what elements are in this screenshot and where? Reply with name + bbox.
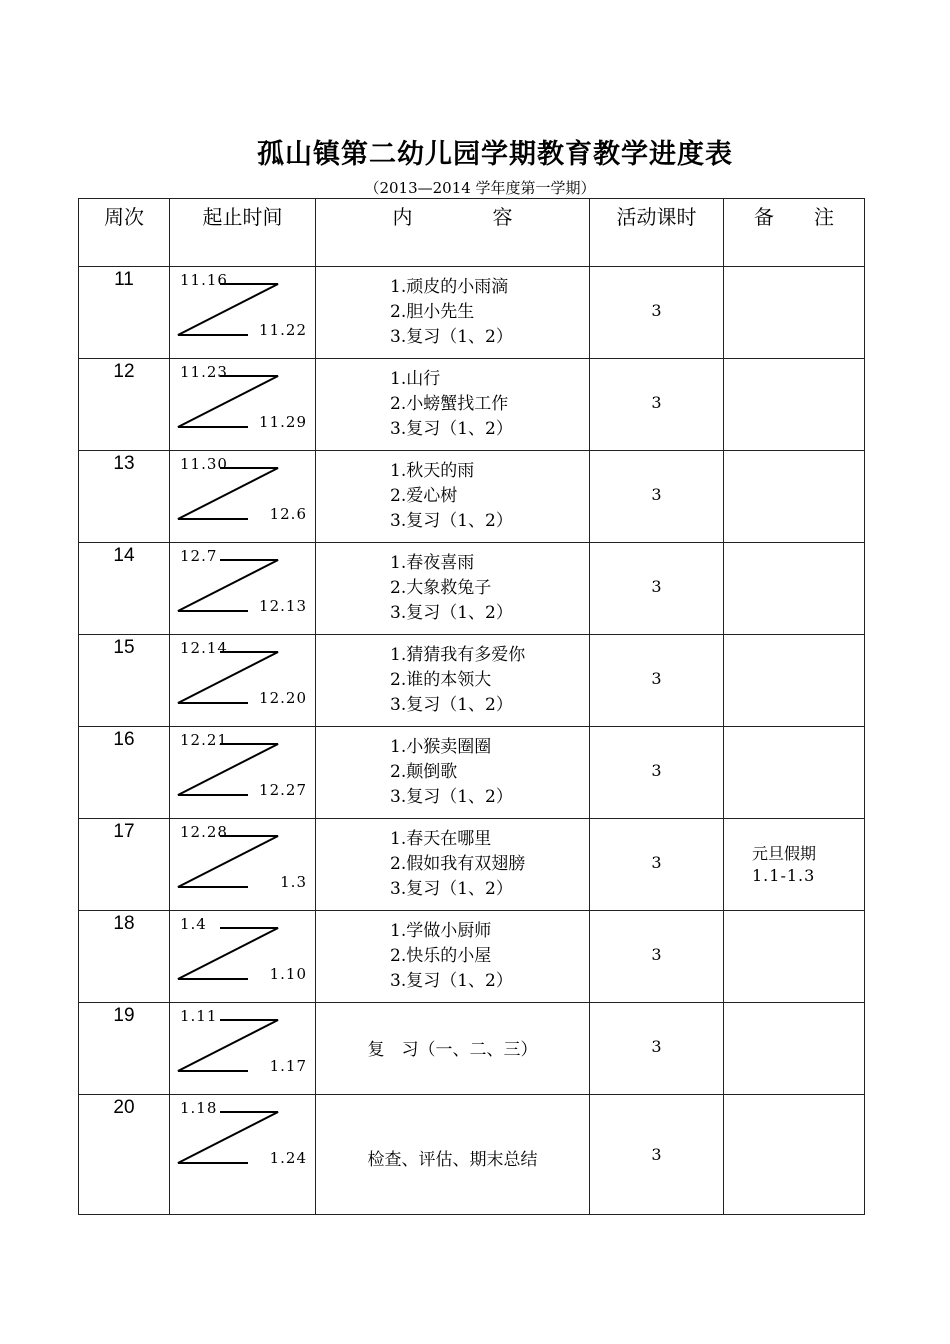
content-item: 2.爱心树 — [390, 486, 458, 506]
table-row — [79, 635, 865, 727]
end-date: 12.13 — [259, 597, 307, 615]
table-row — [79, 451, 865, 543]
hours-value: 3 — [651, 1037, 662, 1056]
content-item: 1.小猴卖圈圈 — [390, 737, 492, 757]
hours-value: 3 — [651, 945, 662, 964]
content-item: 1.山行 — [390, 369, 441, 389]
content-cell — [316, 359, 590, 451]
page-subtitle: （2013—2014 学年度第一学期） — [364, 179, 596, 197]
hours-cell — [590, 911, 724, 1003]
hours-cell — [590, 819, 724, 911]
content-cell — [316, 1003, 590, 1095]
date-range-cell — [170, 635, 316, 727]
header-week: 周次 — [79, 199, 170, 267]
content-list — [390, 551, 513, 626]
week-number: 12 — [79, 359, 170, 451]
end-date: 11.22 — [259, 321, 307, 339]
content-cell — [316, 727, 590, 819]
remark-cell — [724, 359, 865, 451]
start-date: 11.30 — [180, 455, 228, 473]
remark-line-1: 元旦假期 — [752, 844, 817, 863]
content-list — [390, 275, 513, 350]
remark-cell — [724, 1095, 865, 1215]
hours-value: 3 — [651, 393, 662, 412]
content-cell — [316, 819, 590, 911]
header-remarks: 备 注 — [724, 199, 865, 267]
header-row — [79, 199, 865, 267]
table-row — [79, 911, 865, 1003]
remark-cell — [724, 1003, 865, 1095]
remark-cell — [724, 911, 865, 1003]
week-number: 16 — [79, 727, 170, 819]
hours-value: 3 — [651, 1145, 662, 1164]
content-item: 1.春夜喜雨 — [390, 553, 475, 573]
content-cell — [316, 451, 590, 543]
end-date: 1.3 — [280, 873, 307, 891]
content-item: 3.复习（1、2） — [390, 695, 513, 715]
date-range-cell — [170, 451, 316, 543]
content-item: 1.顽皮的小雨滴 — [390, 277, 509, 297]
hours-value: 3 — [651, 485, 662, 504]
date-range-cell — [170, 543, 316, 635]
hours-value: 3 — [651, 301, 662, 320]
content-item: 1.秋天的雨 — [390, 461, 475, 481]
content-cell — [316, 267, 590, 359]
content-item: 2.谁的本领大 — [390, 670, 492, 690]
content-item: 3.复习（1、2） — [390, 511, 513, 531]
content-item: 1.学做小厨师 — [390, 921, 492, 941]
week-number: 13 — [79, 451, 170, 543]
remark-cell — [724, 543, 865, 635]
hours-cell — [590, 451, 724, 543]
content-item: 2.大象救兔子 — [390, 578, 492, 598]
hours-value: 3 — [651, 853, 662, 872]
header-hours: 活动课时 — [590, 199, 724, 267]
start-date: 12.14 — [180, 639, 228, 657]
start-date: 12.21 — [180, 731, 228, 749]
content-item: 2.颠倒歌 — [390, 762, 458, 782]
start-date: 1.18 — [180, 1099, 218, 1117]
week-number: 19 — [79, 1003, 170, 1095]
content-cell — [316, 543, 590, 635]
date-range-cell — [170, 1003, 316, 1095]
end-date: 12.6 — [269, 505, 307, 523]
date-range-cell — [170, 359, 316, 451]
content-item: 2.小螃蟹找工作 — [390, 394, 509, 414]
hours-cell — [590, 543, 724, 635]
content-list — [390, 919, 513, 994]
remark-cell — [724, 267, 865, 359]
header-content: 内 容 — [316, 199, 590, 267]
content-text: 复 习（一、二、三） — [367, 1040, 538, 1060]
week-number: 14 — [79, 543, 170, 635]
hours-cell — [590, 1095, 724, 1215]
end-date: 1.10 — [269, 965, 307, 983]
content-item: 1.春天在哪里 — [390, 829, 492, 849]
content-item: 3.复习（1、2） — [390, 879, 513, 899]
header-dates: 起止时间 — [170, 199, 316, 267]
remark-cell — [724, 635, 865, 727]
content-item: 1.猜猜我有多爱你 — [390, 645, 526, 665]
content-item: 3.复习（1、2） — [390, 603, 513, 623]
start-date: 11.16 — [180, 271, 228, 289]
week-number: 18 — [79, 911, 170, 1003]
content-cell — [316, 911, 590, 1003]
content-cell — [316, 1095, 590, 1215]
hours-value: 3 — [651, 669, 662, 688]
week-number: 20 — [79, 1095, 170, 1215]
date-range-cell — [170, 267, 316, 359]
end-date: 12.27 — [259, 781, 307, 799]
content-item: 2.假如我有双翅膀 — [390, 854, 526, 874]
content-item: 3.复习（1、2） — [390, 971, 513, 991]
end-date: 11.29 — [259, 413, 307, 431]
content-list — [390, 735, 513, 810]
start-date: 1.4 — [180, 915, 207, 933]
table-row — [79, 1003, 865, 1095]
date-range-cell — [170, 819, 316, 911]
content-list — [390, 827, 525, 902]
hours-cell — [590, 1003, 724, 1095]
date-range-cell — [170, 911, 316, 1003]
end-date: 1.24 — [269, 1149, 307, 1167]
start-date: 12.28 — [180, 823, 228, 841]
end-date: 1.17 — [269, 1057, 307, 1075]
content-item: 3.复习（1、2） — [390, 327, 513, 347]
remark-cell — [724, 819, 865, 911]
content-item: 3.复习（1、2） — [390, 419, 513, 439]
table-row — [79, 727, 865, 819]
date-range-cell — [170, 727, 316, 819]
schedule-table-body — [79, 199, 865, 1215]
table-row — [79, 819, 865, 911]
end-date: 12.20 — [259, 689, 307, 707]
schedule-table — [78, 198, 865, 1215]
page-title: 孤山镇第二幼儿园学期教育教学进度表 — [257, 139, 733, 170]
date-range-cell — [170, 1095, 316, 1215]
content-list — [390, 643, 525, 718]
content-item: 2.胆小先生 — [390, 302, 475, 322]
table-row — [79, 267, 865, 359]
hours-cell — [590, 267, 724, 359]
remark-cell — [724, 727, 865, 819]
hours-cell — [590, 635, 724, 727]
hours-cell — [590, 359, 724, 451]
hours-cell — [590, 727, 724, 819]
start-date: 1.11 — [180, 1007, 218, 1025]
table-row — [79, 359, 865, 451]
start-date: 12.7 — [180, 547, 218, 565]
content-text: 检查、评估、期末总结 — [367, 1150, 538, 1170]
content-item: 3.复习（1、2） — [390, 787, 513, 807]
content-item: 2.快乐的小屋 — [390, 946, 492, 966]
content-cell — [316, 635, 590, 727]
hours-value: 3 — [651, 761, 662, 780]
week-number: 11 — [79, 267, 170, 359]
hours-value: 3 — [651, 577, 662, 596]
table-row — [79, 543, 865, 635]
content-list — [390, 367, 513, 442]
table-row — [79, 1095, 865, 1215]
week-number: 15 — [79, 635, 170, 727]
start-date: 11.23 — [180, 363, 228, 381]
week-number: 17 — [79, 819, 170, 911]
remark-cell — [724, 451, 865, 543]
remark-line-2: 1.1-1.3 — [752, 866, 816, 885]
content-list — [390, 459, 513, 534]
